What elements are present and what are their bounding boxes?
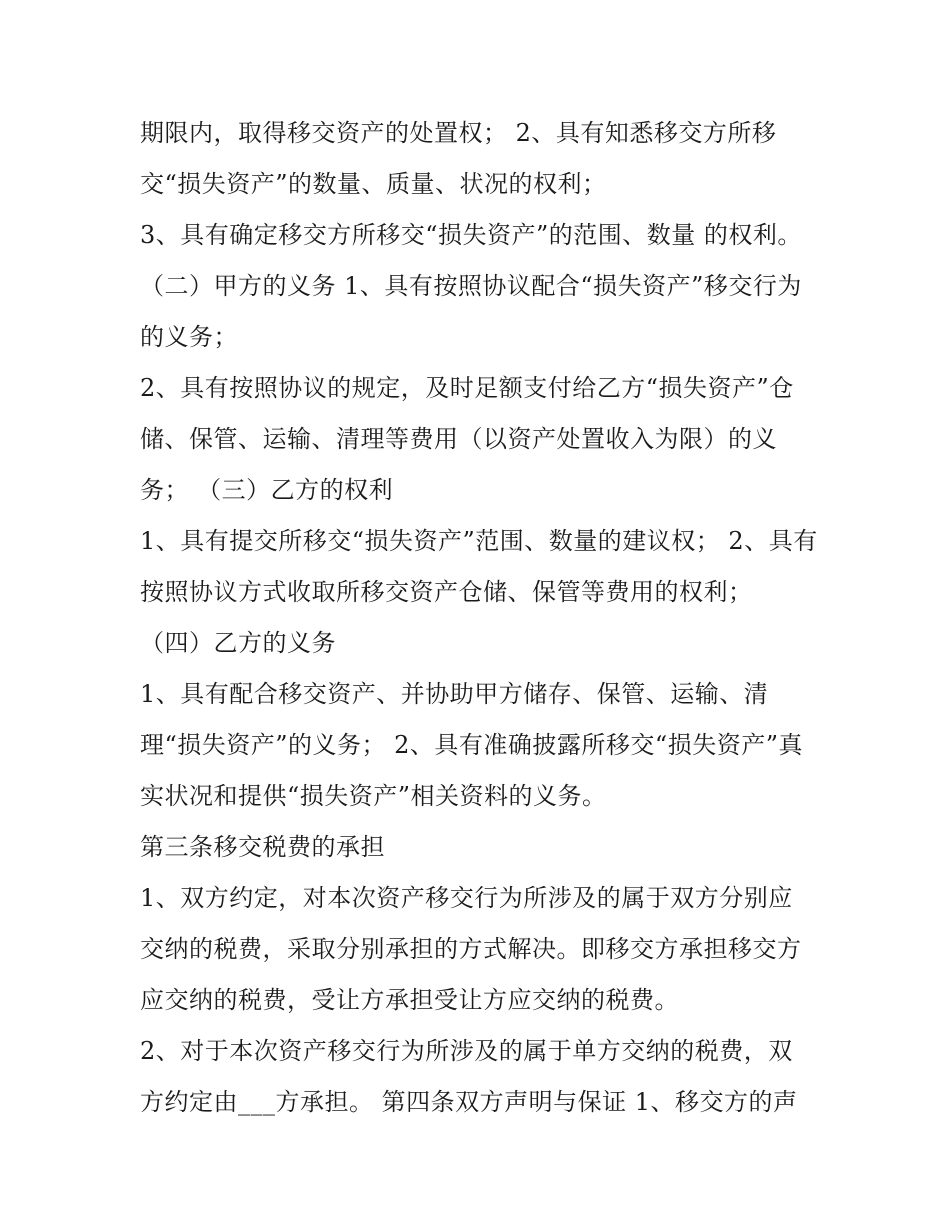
text-line: 2、具有按照协议的规定，及时足额支付给乙方“损失资产”仓 bbox=[140, 374, 794, 402]
document-body bbox=[140, 108, 820, 1128]
text-line: 1、双方约定，对本次资产移交行为所涉及的属于双方分别应 bbox=[140, 884, 793, 912]
text-line: 理“损失资产”的义务； 2、具有准确披露所移交“损失资产”真 bbox=[140, 731, 803, 759]
text-line: 交纳的税费，采取分别承担的方式解决。即移交方承担移交方 bbox=[140, 935, 802, 963]
text-line: 储、保管、运输、清理等费用（以资产处置收入为限）的义 bbox=[140, 425, 777, 453]
text-line: 实状况和提供“损失资产”相关资料的义务。 bbox=[140, 782, 607, 810]
text-line: 2、对于本次资产移交行为所涉及的属于单方交纳的税费，双 bbox=[140, 1037, 793, 1065]
text-line: 期限内，取得移交资产的处置权； 2、具有知悉移交方所移 bbox=[140, 119, 777, 147]
text-line: 务； （三）乙方的权利 bbox=[140, 476, 394, 504]
section-heading: （四）乙方的义务 bbox=[140, 629, 336, 657]
text-line: 1、具有配合移交资产、并协助甲方储存、保管、运输、清 bbox=[140, 680, 769, 708]
text-line: 方约定由___方承担。 第四条双方声明与保证 1、移交方的声 bbox=[140, 1088, 798, 1116]
text-line: 的义务； bbox=[140, 323, 238, 351]
text-line: 1、具有提交所移交“损失资产”范围、数量的建议权； 2、具有 bbox=[140, 527, 818, 555]
text-line: 应交纳的税费，受让方承担受让方应交纳的税费。 bbox=[140, 986, 679, 1014]
text-line: 按照协议方式收取所移交资产仓储、保管等费用的权利； bbox=[140, 578, 753, 606]
text-line: 交“损失资产”的数量、质量、状况的权利； bbox=[140, 170, 607, 198]
text-line: （二）甲方的义务 1、具有按照协议配合“损失资产”移交行为 bbox=[140, 272, 802, 300]
text-line: 3、具有确定移交方所移交“损失资产”的范围、数量 的权利。 bbox=[140, 221, 802, 249]
article-heading: 第三条移交税费的承担 bbox=[140, 833, 385, 861]
